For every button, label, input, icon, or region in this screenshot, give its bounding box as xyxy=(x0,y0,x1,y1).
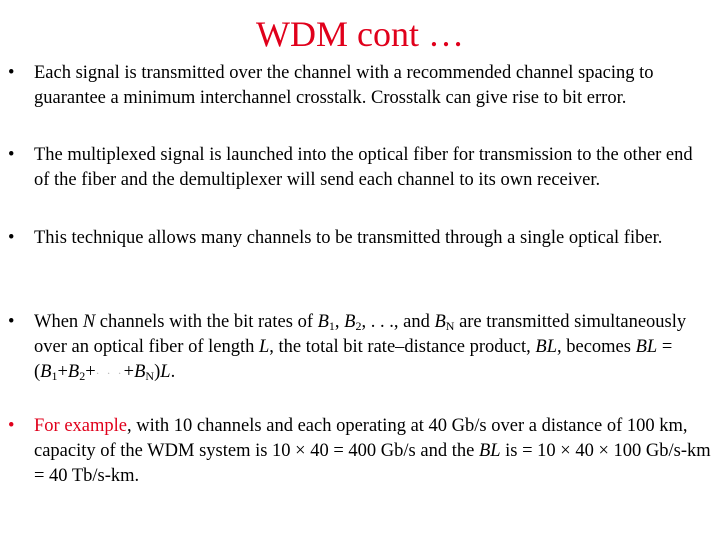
bullet-item xyxy=(8,414,712,489)
slide-title: WDM cont … xyxy=(256,14,464,54)
bullet-item xyxy=(8,226,712,251)
bullet-item xyxy=(8,61,712,111)
bullet-text-example: For example, with 10 channels and each operating at 40 Gb/s over a distance of 100 km, capacity of the WDM system is 10 × 40 = 400 Gb/s and the BL is = 10 × 40 × 100 Gb/s-km = 40 Tb/s-km. xyxy=(34,416,711,486)
bullet-dot-icon: • xyxy=(8,312,15,332)
bullet-dot-icon: • xyxy=(8,145,15,165)
bullet-text: The multiplexed signal is launched into the optical fiber for transmission to the other end of the fiber and the demultiplexer will send each channel to its own receiver. xyxy=(34,145,693,190)
example-lead: For example xyxy=(34,416,127,436)
bullet-dot-icon: • xyxy=(8,228,15,248)
bullet-item xyxy=(8,310,712,386)
bullet-dot-icon: • xyxy=(8,416,15,436)
bullet-item xyxy=(8,143,712,193)
bullet-text-formula: When N channels with the bit rates of $B_1$, $B_2$, . . ., and $B_N$ are transmitted simultaneously over an optical fiber of length L, the total bit rate–distance product, BL, becomes BL = $(B_1+B_2+\cdot \cdot \cdot+B_N)L$. xyxy=(34,312,687,383)
bullet-dot-icon: • xyxy=(8,63,15,83)
bullet-text: Each signal is transmitted over the channel with a recommended channel spacing to guarantee a minimum interchannel crosstalk. Crosstalk can give rise to bit error. xyxy=(34,63,654,108)
bullet-text: This technique allows many channels to be transmitted through a single optical fiber. xyxy=(34,228,663,248)
